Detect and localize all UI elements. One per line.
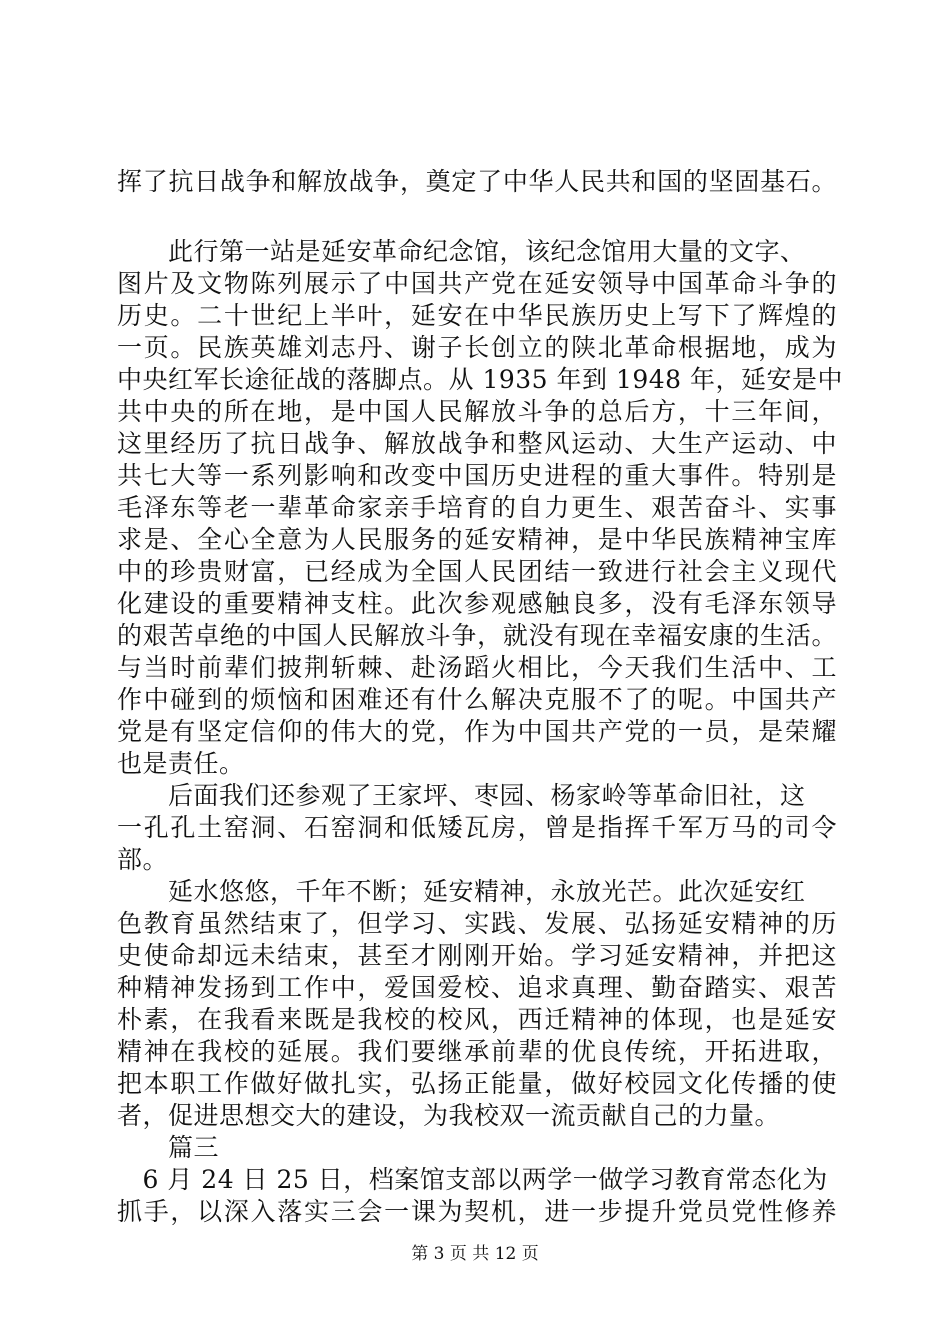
text-line: 部。	[117, 845, 169, 874]
paragraph-gap	[117, 198, 837, 236]
text-line: 与当时前辈们披荆斩棘、赴汤蹈火相比，今天我们生活中、工	[117, 653, 837, 682]
text-line: 6 月 24 日 25 日，档案馆支部以两学一做学习教育常态化为	[117, 1165, 828, 1194]
text-line: 中的珍贵财富，已经成为全国人民团结一致进行社会主义现代	[117, 557, 837, 586]
text-line: 挥了抗日战争和解放战争，奠定了中华人民共和国的坚固基石。	[117, 167, 837, 196]
page-number-footer: 第 3 页 共 12 页	[411, 1244, 539, 1264]
text-line: 作中碰到的烦恼和困难还有什么解决克服不了的呢。中国共产	[117, 685, 837, 714]
text-line: 共中央的所在地，是中国人民解放斗争的总后方，十三年间，	[117, 397, 837, 426]
text-line: 这里经历了抗日战争、解放战争和整风运动、大生产运动、中	[117, 429, 837, 458]
text-line: 一孔孔土窑洞、石窑洞和低矮瓦房，曾是指挥千军万马的司令	[117, 813, 837, 842]
text-line: 求是、全心全意为人民服务的延安精神，是中华民族精神宝库	[117, 525, 837, 554]
text-line: 毛泽东等老一辈革命家亲手培育的自力更生、艰苦奋斗、实事	[117, 493, 837, 522]
text-line: 图片及文物陈列展示了中国共产党在延安领导中国革命斗争的	[117, 269, 837, 298]
section-heading: 篇三	[117, 1133, 220, 1162]
text-line: 也是责任。	[117, 749, 245, 778]
text-line: 朴素，在我看来既是我校的校风，西迁精神的体现，也是延安	[117, 1005, 837, 1034]
text-line: 后面我们还参观了王家坪、枣园、杨家岭等革命旧社，这	[117, 781, 806, 810]
text-line: 种精神发扬到工作中，爱国爱校、追求真理、勤奋踏实、艰苦	[117, 973, 837, 1002]
text-line: 延水悠悠，千年不断；延安精神，永放光芒。此次延安红	[117, 877, 806, 906]
text-line: 史使命却远未结束，甚至才刚刚开始。学习延安精神，并把这	[117, 941, 837, 970]
text-line: 把本职工作做好做扎实，弘扬正能量，做好校园文化传播的使	[117, 1069, 837, 1098]
text-line: 党是有坚定信仰的伟大的党，作为中国共产党的一员，是荣耀	[117, 717, 837, 746]
text-line: 者，促进思想交大的建设，为我校双一流贡献自己的力量。	[117, 1101, 781, 1130]
text-line: 共七大等一系列影响和改变中国历史进程的重大事件。特别是	[117, 461, 837, 490]
text-line: 色教育虽然结束了，但学习、实践、发展、弘扬延安精神的历	[117, 909, 837, 938]
text-line: 此行第一站是延安革命纪念馆，该纪念馆用大量的文字、	[117, 237, 806, 266]
body-text	[117, 166, 844, 1228]
text-line: 精神在我校的延展。我们要继承前辈的优良传统，开拓进取，	[117, 1037, 837, 1066]
text-line: 历史。二十世纪上半叶，延安在中华民族历史上写下了辉煌的	[117, 301, 837, 330]
text-line: 的艰苦卓绝的中国人民解放斗争，就没有现在幸福安康的生活。	[117, 621, 837, 650]
text-line: 化建设的重要精神支柱。此次参观感触良多，没有毛泽东领导	[117, 589, 837, 618]
text-line: 一页。民族英雄刘志丹、谢子长创立的陕北革命根据地，成为	[117, 333, 837, 362]
text-line: 中央红军长途征战的落脚点。从 1935 年到 1948 年，延安是中	[117, 365, 844, 394]
text-line: 抓手，以深入落实三会一课为契机，进一步提升党员党性修养	[117, 1197, 837, 1226]
